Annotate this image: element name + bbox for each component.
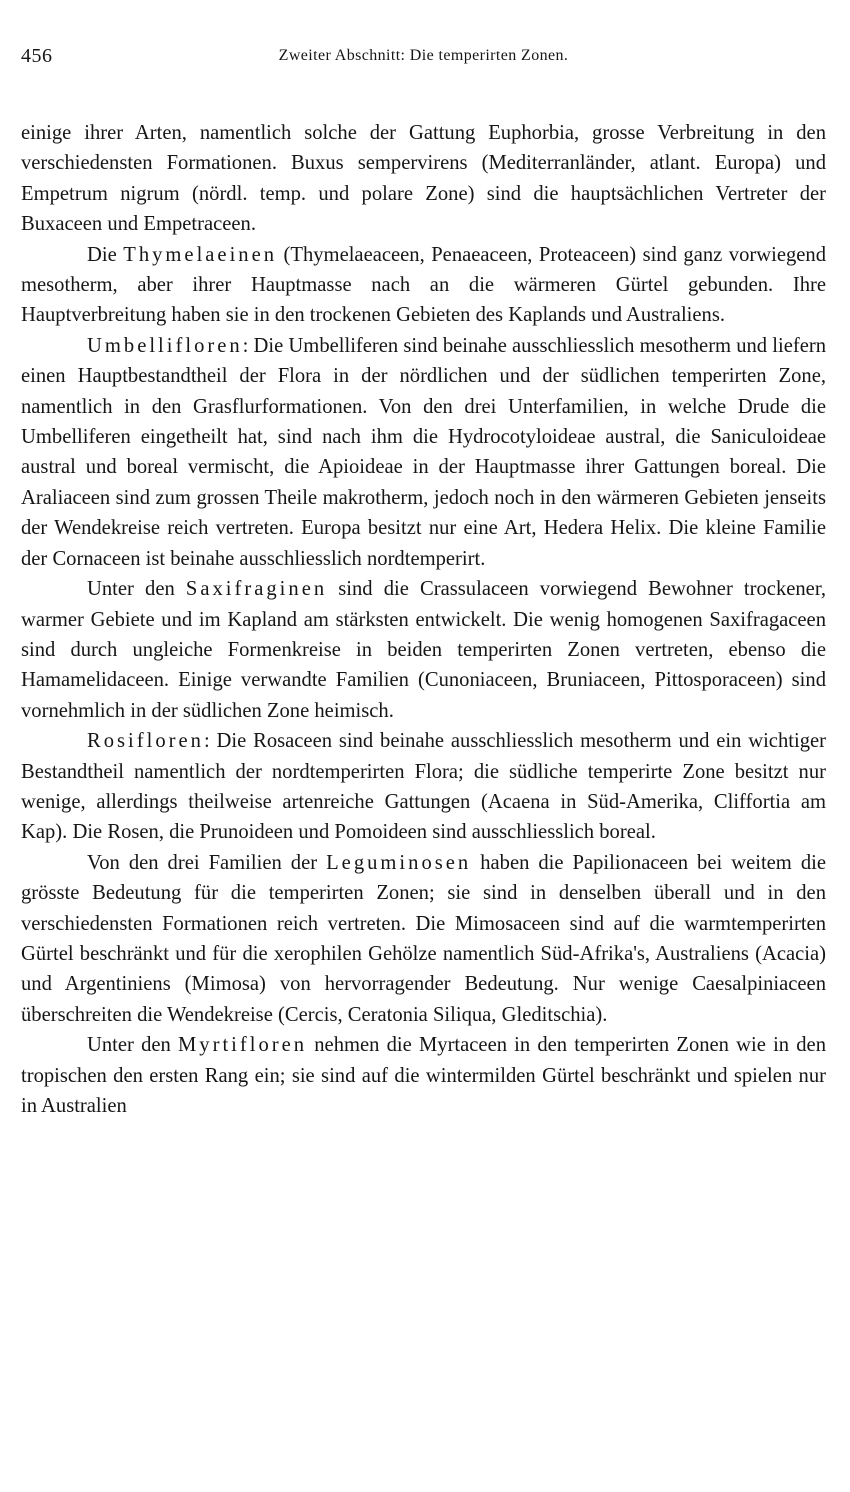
spaced-heading-term: Thymelaeinen bbox=[123, 243, 278, 266]
spaced-heading-term: Rosifloren bbox=[87, 730, 204, 753]
spaced-heading-term: Leguminosen bbox=[326, 851, 472, 874]
paragraph-text: : Die Umbelliferen sind beinahe ausschliesslich mesotherm und liefern einen Hauptbestandtheil der Flora in der nördlichen und der südlichen temperirten Zone, namentlich in den Grasflurformationen. Von den drei Unterfamilien, in welche Drude die Umbelliferen eingetheilt hat, sind nach ihm die Hydrocotyloideae austral, die Saniculoideae austral und boreal vermischt, die Apioideae in der Hauptmasse ihrer Gattungen boreal. Die Araliaceen sind zum grossen Theile makrotherm, jedoch noch in den wärmeren Gebieten jenseits der Wendekreise reich vertreten. Europa besitzt nur eine Art, Hedera Helix. Die kleine Familie der Cornaceen ist beinahe ausschliesslich nordtemperirt. bbox=[21, 334, 826, 570]
spaced-heading-term: Myrtifloren bbox=[177, 1034, 308, 1057]
spaced-heading-term: Umbellifloren bbox=[87, 334, 243, 357]
paragraph-text: Von den drei Familien der bbox=[87, 851, 327, 874]
paragraph-text: haben die Papilionaceen bei weitem die grösste Bedeutung für die temperirten Zonen; sie sind in denselben überall und in den verschiedensten Formationen reich vertreten. Die Mimosaceen sind auf die warmtemperirten Gürtel beschränkt und für die xerophilen Gehölze namentlich Süd-Afrika's, Australiens (Acacia) und Argentiniens (Mimosa) von hervorragender Bedeutung. Nur wenige Caesalpiniaceen überschreiten die Wendekreise (Cercis, Ceratonia Siliqua, Gleditschia). bbox=[21, 851, 826, 1026]
paragraph-text: Unter den bbox=[87, 1034, 178, 1057]
paragraph-myrtifloren bbox=[21, 1030, 826, 1121]
paragraph-text: : Die Rosaceen sind beinahe ausschliesslich mesotherm und ein wichtiger Bestandtheil namentlich der nordtemperirten Flora; die südliche temperirte Zone besitzt nur wenige, allerdings theilweise artenreiche Gattungen (Acaena in Süd-Amerika, Cliffortia am Kap). Die Rosen, die Prunoideen und Pomoideen sind ausschliesslich boreal. bbox=[21, 730, 826, 844]
page-header bbox=[21, 38, 826, 74]
paragraph-text: sind die Crassulaceen vorwiegend Bewohner trockener, warmer Gebiete und im Kapland am stärksten entwickelt. Die wenig homogenen Saxifragaceen sind durch ungleiche Formenkreise in beiden temperirten Zonen vertreten, ebenso die Hamamelidaceen. Einige verwandte Familien (Cunoniaceen, Bruniaceen, Pittosporaceen) sind vornehmlich in der südlichen Zone heimisch. bbox=[21, 578, 827, 722]
paragraph-text: Die bbox=[87, 243, 124, 266]
body-text bbox=[21, 118, 826, 1121]
paragraph-text: (Thymelaeaceen, Penaeaceen, Proteaceen) sind ganz vorwiegend mesotherm, aber ihrer Hauptmasse nach an die wärmeren Gürtel gebunden. Ihre Hauptverbreitung haben sie in den trockenen Gebieten des Kaplands und Australiens. bbox=[21, 243, 826, 327]
paragraph-leguminosen bbox=[21, 848, 826, 1030]
paragraph-buxaceen bbox=[21, 118, 826, 240]
paragraph-text: nehmen die Myrtaceen in den temperirten Zonen wie in den tropischen den ersten Rang ein; sie sind auf die wintermilden Gürtel beschränkt und spielen nur in Australien bbox=[21, 1034, 826, 1117]
paragraph-saxifraginen bbox=[21, 574, 826, 726]
paragraph-thymelaeinen bbox=[21, 240, 826, 331]
page-number: 456 bbox=[21, 45, 53, 67]
paragraph-text: Unter den bbox=[87, 578, 186, 601]
running-title: Zweiter Abschnitt: Die temperirten Zonen. bbox=[278, 47, 569, 64]
paragraph-rosifloren bbox=[21, 726, 826, 848]
spaced-heading-term: Saxifraginen bbox=[185, 578, 328, 601]
paragraph-text: einige ihrer Arten, namentlich solche der Gattung Euphorbia, grosse Verbreitung in den verschiedensten Formationen. Buxus sempervirens (Mediterranländer, atlant. Europa) und Empetrum nigrum (nördl. temp. und polare Zone) sind die hauptsächlichen Vertreter der Buxaceen und Empetraceen. bbox=[21, 122, 826, 236]
paragraph-umbellifloren bbox=[21, 331, 826, 574]
